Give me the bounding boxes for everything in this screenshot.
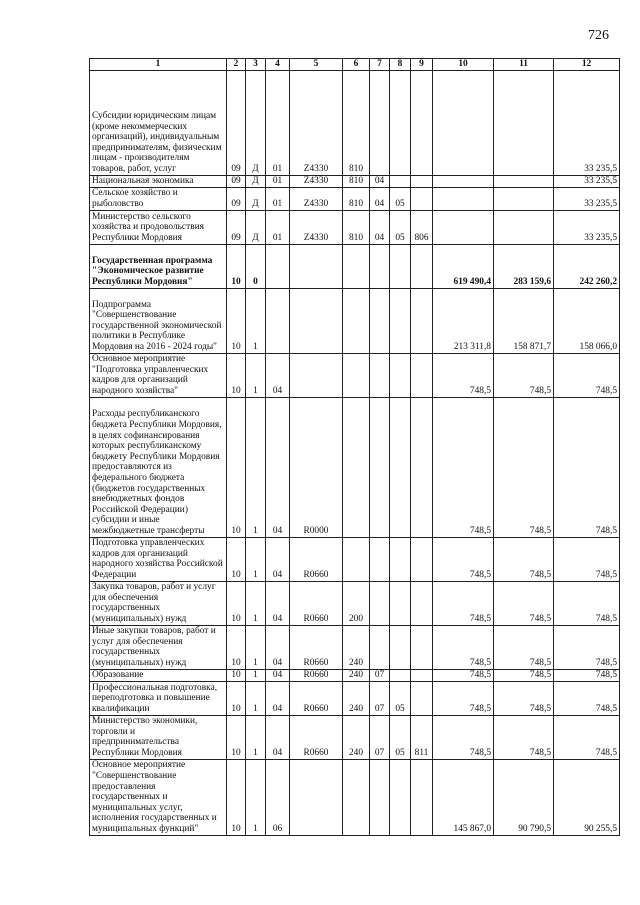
table-row bbox=[90, 715, 620, 759]
cell-c4: 06 bbox=[266, 759, 290, 835]
cell-c12: 748,5 bbox=[554, 537, 620, 581]
cell-c2: 10 bbox=[227, 353, 246, 397]
cell-c4: 04 bbox=[266, 537, 290, 581]
cell-c6: 240 bbox=[343, 681, 370, 715]
cell-c2: 10 bbox=[227, 397, 246, 537]
page-number: 726 bbox=[588, 28, 609, 43]
row-name-cell: Государственная программа "Экономическое развитие Республики Мордовия" bbox=[90, 244, 227, 288]
cell-c9 bbox=[411, 187, 433, 210]
cell-c8 bbox=[390, 244, 411, 288]
cell-c10 bbox=[433, 210, 494, 244]
cell-c6: 240 bbox=[343, 625, 370, 669]
cell-c4: 04 bbox=[266, 397, 290, 537]
cell-c3: 1 bbox=[246, 715, 266, 759]
cell-c4 bbox=[266, 244, 290, 288]
cell-c12: 748,5 bbox=[554, 681, 620, 715]
cell-c5: R0660 bbox=[290, 537, 343, 581]
cell-c12: 158 066,0 bbox=[554, 288, 620, 353]
cell-c8 bbox=[390, 581, 411, 625]
cell-c8: 05 bbox=[390, 715, 411, 759]
table-row bbox=[90, 681, 620, 715]
cell-c3: 1 bbox=[246, 625, 266, 669]
cell-c5: Z4330 bbox=[290, 175, 343, 187]
cell-c6: 810 bbox=[343, 187, 370, 210]
table-row bbox=[90, 187, 620, 210]
cell-c11: 748,5 bbox=[494, 669, 554, 681]
cell-c7: 07 bbox=[370, 669, 390, 681]
cell-c3: 1 bbox=[246, 581, 266, 625]
cell-c10: 748,5 bbox=[433, 581, 494, 625]
cell-c11: 283 159,6 bbox=[494, 244, 554, 288]
cell-c11: 748,5 bbox=[494, 581, 554, 625]
cell-c6: 810 bbox=[343, 210, 370, 244]
cell-c9 bbox=[411, 175, 433, 187]
row-name-cell: Подпрограмма "Совершенствование государственной экономической политики в Республике Мордовия на 2016 - 2024 годы" bbox=[90, 288, 227, 353]
cell-c4: 04 bbox=[266, 715, 290, 759]
cell-c5: R0660 bbox=[290, 681, 343, 715]
cell-c9 bbox=[411, 537, 433, 581]
column-header: 8 bbox=[390, 59, 411, 71]
cell-c10: 748,5 bbox=[433, 669, 494, 681]
cell-c2: 10 bbox=[227, 244, 246, 288]
cell-c8: 05 bbox=[390, 210, 411, 244]
table-row bbox=[90, 537, 620, 581]
cell-c9: 806 bbox=[411, 210, 433, 244]
cell-c7: 04 bbox=[370, 175, 390, 187]
cell-c5: Z4330 bbox=[290, 70, 343, 175]
cell-c5: R0660 bbox=[290, 715, 343, 759]
cell-c6 bbox=[343, 397, 370, 537]
cell-c10: 213 311,8 bbox=[433, 288, 494, 353]
cell-c3: 1 bbox=[246, 537, 266, 581]
cell-c8 bbox=[390, 175, 411, 187]
cell-c3: 1 bbox=[246, 681, 266, 715]
table-body bbox=[90, 70, 620, 835]
table-row bbox=[90, 288, 620, 353]
cell-c9 bbox=[411, 759, 433, 835]
column-header: 7 bbox=[370, 59, 390, 71]
cell-c5: R0000 bbox=[290, 397, 343, 537]
cell-c9 bbox=[411, 681, 433, 715]
table-row bbox=[90, 759, 620, 835]
cell-c6: 240 bbox=[343, 715, 370, 759]
cell-c10: 748,5 bbox=[433, 715, 494, 759]
cell-c3: 1 bbox=[246, 288, 266, 353]
row-name-cell: Министерство экономики, торговли и предпринимательства Республики Мордовия bbox=[90, 715, 227, 759]
cell-c10: 748,5 bbox=[433, 625, 494, 669]
cell-c5: Z4330 bbox=[290, 210, 343, 244]
cell-c5: R0660 bbox=[290, 669, 343, 681]
cell-c8 bbox=[390, 625, 411, 669]
row-name-cell: Иные закупки товаров, работ и услуг для обеспечения государственных (муниципальных) нужд bbox=[90, 625, 227, 669]
cell-c2: 10 bbox=[227, 681, 246, 715]
cell-c11: 748,5 bbox=[494, 537, 554, 581]
cell-c5 bbox=[290, 244, 343, 288]
cell-c7 bbox=[370, 288, 390, 353]
cell-c6 bbox=[343, 244, 370, 288]
cell-c12: 748,5 bbox=[554, 581, 620, 625]
cell-c4: 04 bbox=[266, 681, 290, 715]
column-header: 5 bbox=[290, 59, 343, 71]
cell-c4: 01 bbox=[266, 187, 290, 210]
cell-c2: 10 bbox=[227, 715, 246, 759]
cell-c12: 748,5 bbox=[554, 715, 620, 759]
cell-c8 bbox=[390, 397, 411, 537]
cell-c3: 0 bbox=[246, 244, 266, 288]
cell-c9 bbox=[411, 70, 433, 175]
cell-c10 bbox=[433, 70, 494, 175]
cell-c6 bbox=[343, 759, 370, 835]
cell-c9 bbox=[411, 288, 433, 353]
cell-c5: R0660 bbox=[290, 625, 343, 669]
budget-table bbox=[89, 58, 620, 836]
cell-c9 bbox=[411, 353, 433, 397]
cell-c2: 10 bbox=[227, 625, 246, 669]
cell-c4 bbox=[266, 288, 290, 353]
cell-c7: 07 bbox=[370, 681, 390, 715]
cell-c10: 619 490,4 bbox=[433, 244, 494, 288]
cell-c5 bbox=[290, 759, 343, 835]
cell-c4: 01 bbox=[266, 70, 290, 175]
cell-c2: 09 bbox=[227, 70, 246, 175]
cell-c7: 04 bbox=[370, 210, 390, 244]
column-header: 11 bbox=[494, 59, 554, 71]
row-name-cell: Расходы республиканского бюджета Республики Мордовия, в целях софинансирования которых республиканскому бюджету Республики Мордовия предоставляются из федерального бюджета (бюджетов государственных внебюджетных фондов Российской Федерации) субсидии и иные межбюджетные трансферты bbox=[90, 397, 227, 537]
cell-c11 bbox=[494, 187, 554, 210]
row-name-cell: Национальная экономика bbox=[90, 175, 227, 187]
cell-c9 bbox=[411, 397, 433, 537]
cell-c8 bbox=[390, 537, 411, 581]
cell-c12: 242 260,2 bbox=[554, 244, 620, 288]
cell-c2: 09 bbox=[227, 210, 246, 244]
cell-c12: 33 235,5 bbox=[554, 70, 620, 175]
cell-c3: Д bbox=[246, 187, 266, 210]
cell-c11: 90 790,5 bbox=[494, 759, 554, 835]
cell-c12: 748,5 bbox=[554, 625, 620, 669]
cell-c6 bbox=[343, 537, 370, 581]
table-row bbox=[90, 397, 620, 537]
cell-c5: R0660 bbox=[290, 581, 343, 625]
cell-c4: 04 bbox=[266, 581, 290, 625]
column-header: 2 bbox=[227, 59, 246, 71]
cell-c8: 05 bbox=[390, 187, 411, 210]
cell-c4: 01 bbox=[266, 175, 290, 187]
column-header: 4 bbox=[266, 59, 290, 71]
cell-c6 bbox=[343, 288, 370, 353]
row-name-cell: Субсидии юридическим лицам (кроме некоммерческих организаций), индивидуальным предпринимателям, физическим лицам - производителям товаров, работ, услуг bbox=[90, 70, 227, 175]
table-row bbox=[90, 70, 620, 175]
cell-c5 bbox=[290, 353, 343, 397]
cell-c6: 810 bbox=[343, 70, 370, 175]
cell-c7 bbox=[370, 397, 390, 537]
cell-c8 bbox=[390, 353, 411, 397]
cell-c6: 810 bbox=[343, 175, 370, 187]
table-row bbox=[90, 210, 620, 244]
cell-c12: 748,5 bbox=[554, 353, 620, 397]
cell-c9 bbox=[411, 581, 433, 625]
cell-c10: 145 867,0 bbox=[433, 759, 494, 835]
cell-c5 bbox=[290, 288, 343, 353]
cell-c11: 748,5 bbox=[494, 625, 554, 669]
cell-c11: 748,5 bbox=[494, 353, 554, 397]
row-name-cell: Закупка товаров, работ и услуг для обеспечения государственных (муниципальных) нужд bbox=[90, 581, 227, 625]
cell-c10: 748,5 bbox=[433, 681, 494, 715]
cell-c11: 158 871,7 bbox=[494, 288, 554, 353]
cell-c7: 07 bbox=[370, 715, 390, 759]
cell-c11: 748,5 bbox=[494, 681, 554, 715]
column-header: 6 bbox=[343, 59, 370, 71]
cell-c11 bbox=[494, 210, 554, 244]
cell-c9 bbox=[411, 244, 433, 288]
cell-c4: 04 bbox=[266, 625, 290, 669]
row-name-cell: Министерство сельского хозяйства и продовольствия Республики Мордовия bbox=[90, 210, 227, 244]
table-row bbox=[90, 581, 620, 625]
cell-c9: 811 bbox=[411, 715, 433, 759]
cell-c7 bbox=[370, 244, 390, 288]
cell-c4: 04 bbox=[266, 669, 290, 681]
cell-c7 bbox=[370, 759, 390, 835]
cell-c11 bbox=[494, 175, 554, 187]
row-name-cell: Подготовка управленческих кадров для организаций народного хозяйства Российской Федерации bbox=[90, 537, 227, 581]
cell-c4: 04 bbox=[266, 353, 290, 397]
cell-c10 bbox=[433, 187, 494, 210]
cell-c3: Д bbox=[246, 210, 266, 244]
cell-c8 bbox=[390, 70, 411, 175]
cell-c5: Z4330 bbox=[290, 187, 343, 210]
table-row bbox=[90, 244, 620, 288]
cell-c6 bbox=[343, 353, 370, 397]
table-row bbox=[90, 625, 620, 669]
cell-c3: 1 bbox=[246, 669, 266, 681]
header-row bbox=[90, 59, 620, 71]
row-name-cell: Профессиональная подготовка, переподготовка и повышение квалификации bbox=[90, 681, 227, 715]
cell-c4: 01 bbox=[266, 210, 290, 244]
cell-c11 bbox=[494, 70, 554, 175]
row-name-cell: Образование bbox=[90, 669, 227, 681]
cell-c6: 240 bbox=[343, 669, 370, 681]
row-name-cell: Сельское хозяйство и рыболовство bbox=[90, 187, 227, 210]
cell-c7 bbox=[370, 537, 390, 581]
cell-c8 bbox=[390, 669, 411, 681]
table-row bbox=[90, 353, 620, 397]
cell-c9 bbox=[411, 625, 433, 669]
table-row bbox=[90, 669, 620, 681]
row-name-cell: Основное мероприятие "Совершенствование предоставления государственных и муниципальных услуг, исполнения государственных и муниципальных функций" bbox=[90, 759, 227, 835]
column-header: 12 bbox=[554, 59, 620, 71]
cell-c9 bbox=[411, 669, 433, 681]
column-header: 3 bbox=[246, 59, 266, 71]
cell-c8 bbox=[390, 759, 411, 835]
cell-c10: 748,5 bbox=[433, 353, 494, 397]
cell-c7 bbox=[370, 581, 390, 625]
cell-c2: 10 bbox=[227, 537, 246, 581]
cell-c2: 10 bbox=[227, 759, 246, 835]
cell-c3: 1 bbox=[246, 353, 266, 397]
cell-c10: 748,5 bbox=[433, 397, 494, 537]
column-header: 9 bbox=[411, 59, 433, 71]
cell-c2: 10 bbox=[227, 581, 246, 625]
cell-c3: 1 bbox=[246, 397, 266, 537]
cell-c6: 200 bbox=[343, 581, 370, 625]
cell-c12: 90 255,5 bbox=[554, 759, 620, 835]
cell-c12: 33 235,5 bbox=[554, 187, 620, 210]
cell-c3: Д bbox=[246, 70, 266, 175]
cell-c7: 04 bbox=[370, 187, 390, 210]
cell-c12: 748,5 bbox=[554, 397, 620, 537]
cell-c10: 748,5 bbox=[433, 537, 494, 581]
cell-c2: 09 bbox=[227, 187, 246, 210]
row-name-cell: Основное мероприятие "Подготовка управленческих кадров для организаций народного хозяйства" bbox=[90, 353, 227, 397]
cell-c7 bbox=[370, 625, 390, 669]
cell-c2: 10 bbox=[227, 669, 246, 681]
cell-c11: 748,5 bbox=[494, 715, 554, 759]
cell-c7 bbox=[370, 70, 390, 175]
cell-c12: 748,5 bbox=[554, 669, 620, 681]
table-row bbox=[90, 175, 620, 187]
column-header: 1 bbox=[90, 59, 227, 71]
cell-c12: 33 235,5 bbox=[554, 175, 620, 187]
cell-c11: 748,5 bbox=[494, 397, 554, 537]
cell-c3: 1 bbox=[246, 759, 266, 835]
cell-c8 bbox=[390, 288, 411, 353]
cell-c2: 10 bbox=[227, 288, 246, 353]
column-header: 10 bbox=[433, 59, 494, 71]
cell-c3: Д bbox=[246, 175, 266, 187]
cell-c10 bbox=[433, 175, 494, 187]
cell-c7 bbox=[370, 353, 390, 397]
cell-c12: 33 235,5 bbox=[554, 210, 620, 244]
cell-c8: 05 bbox=[390, 681, 411, 715]
cell-c2: 09 bbox=[227, 175, 246, 187]
